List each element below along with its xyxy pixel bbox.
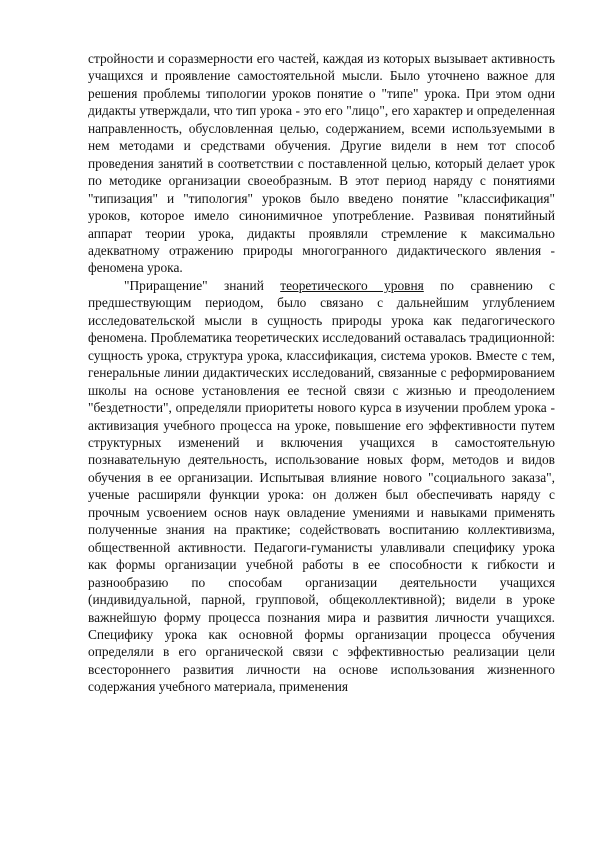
- underlined-phrase: теоретического уровня: [280, 277, 424, 293]
- paragraph-2-rest: по сравнению с предшествующим периодом, было связано с дальнейшим углублением исследовательской мысли в сущность природы урока как педагогического феномена. Проблематика теоретических исследований оставалась традиционной: сущность урока, структура урока, классификация, система уроков. Вместе с тем, генеральные линии дидактических исследований, связанные с реформированием школы на основе установления ее тесной связи с жизнью и преодолением "бездетности", определяли приоритеты нового курса в изучении проблем урока - активизация учебного процесса на уроке, повышение его эффективности путем структурных изменений и включения учащихся в самостоятельную познавательную деятельность, использование новых форм, методов и видов обучения в ее организации. Испытывая влияние нового "социального заказа", ученые расширяли функции урока: он должен был обеспечивать наряду с прочным усвоением основ наук овладение умениями и навыками применять полученные знания на практике; содействовать воспитанию коллективизма, общественной активности. Педагоги-гуманисты улавливали специфику урока как формы организации учебной работы в ее способности к гибкости и разнообразию по способам организации деятельности учащихся (индивидуальной, парной, групповой, общеколлективной); видели в уроке важнейшую форму процесса познания мира и развития личности учащихся. Специфику урока как основной формы организации процесса обучения определяли в его органической связи с эффективностью реализации цели всестороннего развития личности на основе использования жизненного содержания учебного материала, применения: [88, 277, 555, 695]
- paragraph-1: стройности и соразмерности его частей, каждая из которых вызывает активность учащихся и проявление самостоятельной мысли. Было уточнено важное для решения проблемы типологии уроков понятие о "типе" урока. При этом одни дидакты утверждали, что тип урока - это его "лицо", его характер и определенная направленность, обусловленная целью, содержанием, всеми используемыми в нем методами и средствами обучения. Другие видели в нем тот способ проведения занятий в соответствии с поставленной целью, который делает урок по методике организации своеобразным. В этот период наряду с понятиями "типизация" и "типология" уроков было введено понятие "классификация" уроков, которое имело синонимичное употребление. Развивая понятийный аппарат теории урока, дидакты проявляли стремление к максимально адекватному отражению природы многогранного дидактического явления - феномена урока.: [88, 51, 555, 276]
- paragraph-2: [88, 277, 555, 696]
- document-page: [88, 50, 555, 696]
- paragraph-2-start: "Приращение" знаний: [124, 277, 264, 293]
